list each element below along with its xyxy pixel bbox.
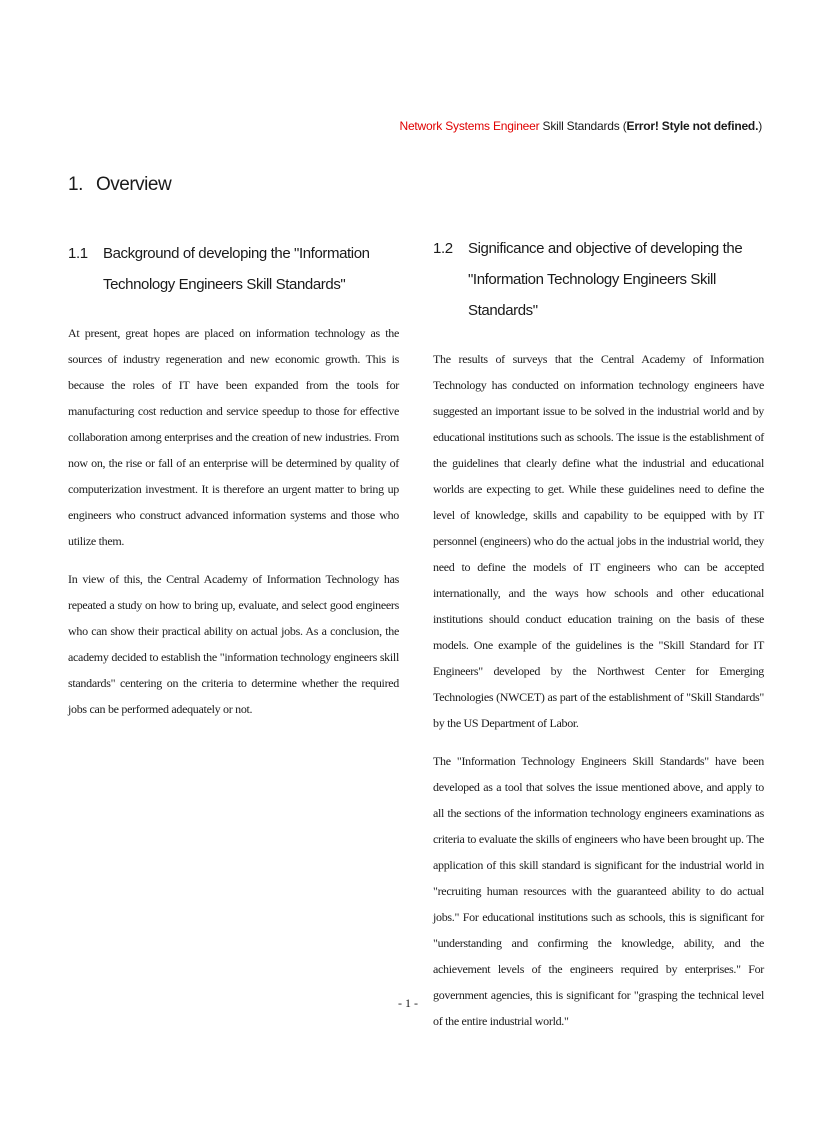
subsection-title: Background of developing the "Information Technology Engineers Skill Standards" xyxy=(103,245,370,293)
left-column xyxy=(68,238,399,734)
subsection-heading-significance xyxy=(433,233,764,326)
section-heading-overview xyxy=(68,174,171,196)
subsection-number: 1.2 xyxy=(433,240,453,257)
subsection-number: 1.1 xyxy=(68,245,88,262)
section-number: 1. xyxy=(68,174,83,195)
subsection-heading-background xyxy=(68,238,399,300)
right-column xyxy=(433,233,764,1046)
page-number: - 1 - xyxy=(398,996,418,1010)
header-close-paren: ) xyxy=(758,119,762,133)
section-title: Overview xyxy=(96,174,172,195)
header-doc-title: Skill Standards ( xyxy=(539,119,627,133)
running-header xyxy=(399,119,762,133)
header-role-title: Network Systems Engineer xyxy=(399,119,540,133)
paragraph: In view of this, the Central Academy of Information Technology has repeated a study on how to bring up, evaluate, and select good engineers who can show their practical ability on actual jobs. As a conclusion, the academy decided to establish the "information technology engineers skill standards" centering on the criteria to determine whether the required jobs can be performed adequately or not. xyxy=(68,572,399,716)
paragraph: The results of surveys that the Central Academy of Information Technology has conducted on information technology engineers have suggested an important issue to be solved in the industrial world and by educational institutions such as schools. The issue is the establishment of the guidelines that clearly define what the industrial and educational worlds are expecting to get. While these guidelines need to define the level of knowledge, skills and capability to be equipped with by IT personnel (engineers) who do the actual jobs in the industrial world, they need to define the models of IT engineers who can be accepted internationally, and the ways how schools and other educational institutions should conduct education training on the basis of these models. One example of the guidelines is the "Skill Standard for IT Engineers" developed by the Northwest Center for Emerging Technologies (NWCET) as part of the establishment of "Skill Standards" by the US Department of Labor. xyxy=(433,352,764,730)
paragraph: The "Information Technology Engineers Skill Standards" have been developed as a tool that solves the issue mentioned above, and apply to all the sections of the information technology engineers examinations as criteria to evaluate the skills of engineers who have been brought up. The application of this skill standard is significant for the industrial world in "recruiting human resources with the guaranteed ability to do actual jobs." For educational institutions such as schools, this is significant for "understanding and confirming the knowledge, ability, and the achievement levels of the engineers required by enterprises." For government agencies, this is significant for "grasping the technical level of the entire industrial world." xyxy=(433,754,764,1028)
subsection-title: Significance and objective of developing the "Information Technology Engineers Skill Standards" xyxy=(468,240,743,319)
header-error-text: Error! Style not defined. xyxy=(626,119,759,133)
paragraph: At present, great hopes are placed on information technology as the sources of industry regeneration and new economic growth. This is because the roles of IT have been expanded from the tools for manufacturing cost reduction and service speedup to those for effective collaboration among enterprises and the creation of new industries. From now on, the rise or fall of an enterprise will be determined by quality of computerization investment. It is therefore an urgent matter to bring up engineers who construct advanced information systems and those who utilize them. xyxy=(68,326,399,548)
